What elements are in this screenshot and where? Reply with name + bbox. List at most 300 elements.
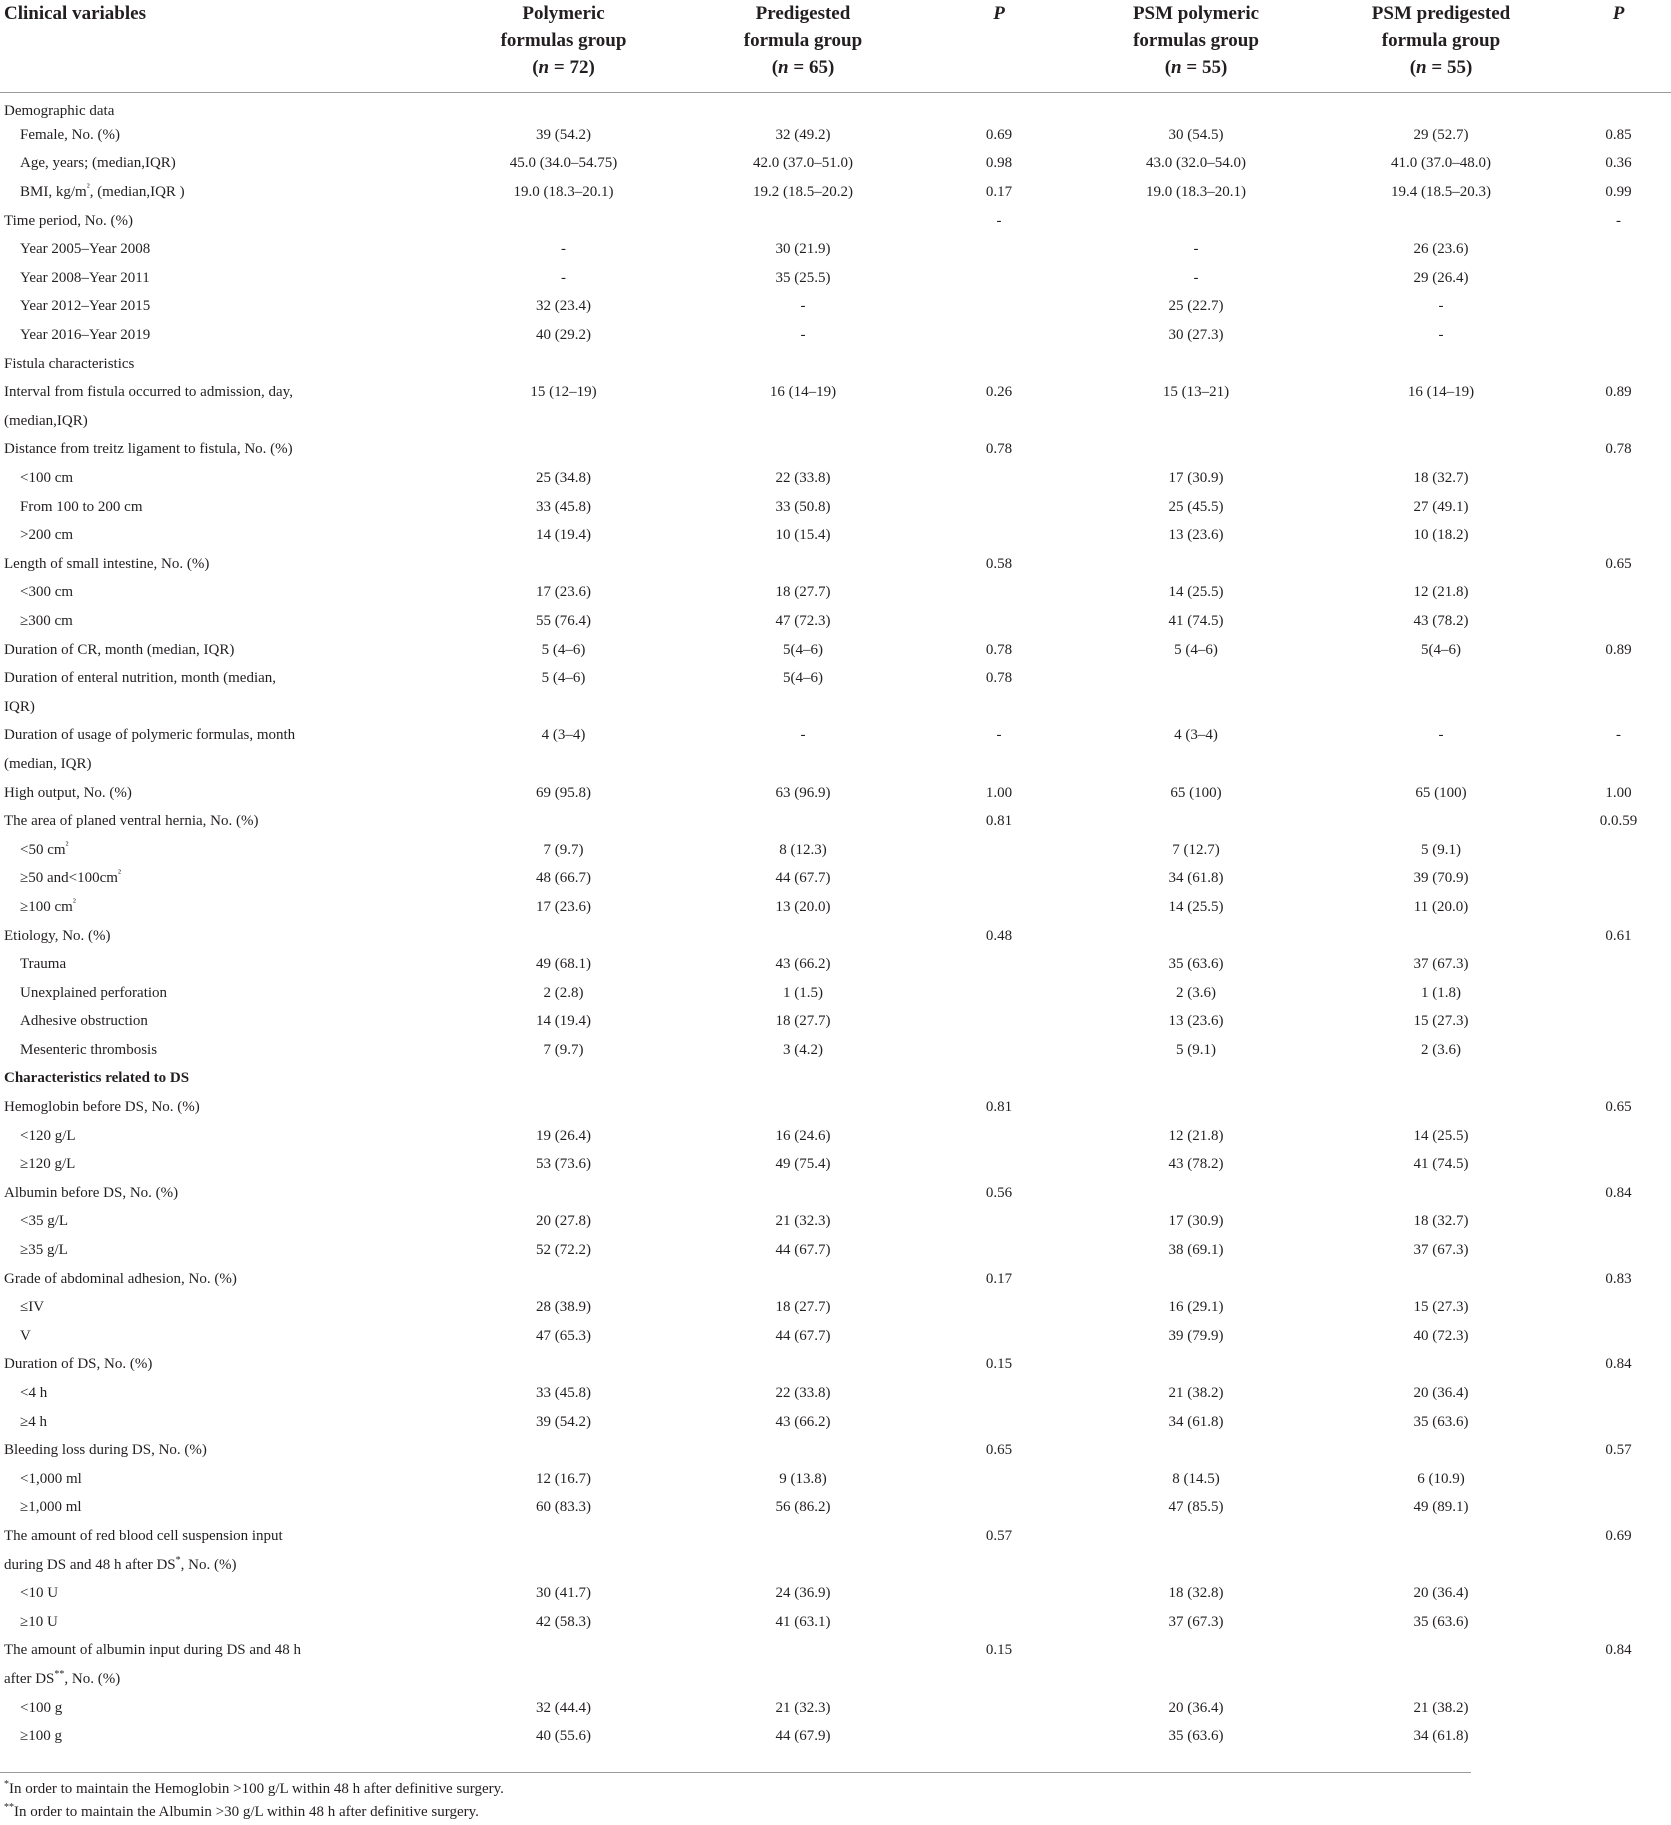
value-cell	[1316, 664, 1566, 693]
table-row	[0, 121, 1671, 150]
p-value-cell	[1566, 1208, 1671, 1237]
value-cell	[1316, 350, 1566, 379]
p-value-cell	[1566, 664, 1671, 693]
row-label: Adhesive obstruction	[20, 1013, 148, 1030]
value-cell: 7 (9.7)	[543, 841, 584, 858]
p-value-cell	[922, 521, 1076, 550]
value-cell: 15 (12–19)	[530, 384, 597, 401]
value-cell: 26 (23.6)	[1413, 241, 1469, 258]
value-cell	[1076, 1351, 1316, 1380]
value-cell	[1316, 1093, 1566, 1122]
p-value-cell	[922, 1694, 1076, 1723]
footnote-mark: **	[4, 1802, 14, 1813]
p-value-cell: 0.78	[985, 441, 1013, 458]
table-row	[0, 1179, 1671, 1208]
p-value-cell: 0.17	[985, 1270, 1013, 1287]
value-cell: 42 (58.3)	[536, 1613, 591, 1630]
value-cell	[1076, 922, 1316, 951]
row-label: The amount of albumin input during DS and 48 h	[4, 1642, 302, 1659]
table-row	[0, 207, 1671, 236]
value-cell: 40 (72.3)	[1413, 1327, 1469, 1344]
value-cell: 35 (63.6)	[1168, 1728, 1224, 1745]
p-value-cell	[1566, 607, 1671, 636]
value-cell: 43 (66.2)	[775, 956, 831, 973]
p-value-cell: 0.78	[1605, 441, 1632, 458]
value-cell	[1076, 807, 1316, 836]
value-cell: 2 (2.8)	[543, 984, 584, 1001]
table-row	[0, 1351, 1671, 1380]
table-row	[0, 293, 1671, 322]
p-value-cell	[922, 1150, 1076, 1179]
p-value-cell: 1.00	[1605, 784, 1632, 801]
table-footnotes	[4, 1778, 504, 1824]
value-cell: 9 (13.8)	[779, 1470, 827, 1487]
header-line: Polymeric	[522, 3, 605, 24]
p-value-cell	[922, 979, 1076, 1008]
value-cell: 41 (74.5)	[1413, 1156, 1469, 1173]
value-cell: 15 (27.3)	[1413, 1299, 1469, 1316]
p-value-cell	[1566, 579, 1671, 608]
value-cell: 8 (14.5)	[1172, 1470, 1220, 1487]
value-cell: 39 (54.2)	[536, 126, 591, 143]
value-cell	[1076, 1637, 1316, 1666]
value-cell	[1076, 664, 1316, 693]
header-p-value: P	[922, 0, 1076, 93]
p-value-cell	[922, 1008, 1076, 1037]
table-row	[0, 893, 1671, 922]
table-row	[0, 979, 1671, 1008]
value-cell: 7 (9.7)	[543, 1041, 584, 1058]
row-label: ≥50 $and<100cm^{^2}$	[20, 868, 121, 887]
value-cell: 32 (49.2)	[775, 126, 831, 143]
p-value-cell: -	[1616, 727, 1621, 744]
value-cell: 34 (61.8)	[1168, 1413, 1224, 1430]
value-cell: 40 (29.2)	[536, 327, 591, 344]
p-value-cell: 0.78	[985, 670, 1013, 687]
value-cell	[684, 436, 922, 465]
value-cell	[443, 1551, 684, 1580]
value-cell: 53 (73.6)	[536, 1156, 591, 1173]
table-row	[0, 807, 1671, 836]
value-cell: 18 (27.7)	[775, 1299, 831, 1316]
value-cell	[1076, 1093, 1316, 1122]
table-header	[0, 0, 1671, 93]
value-cell: 21 (38.2)	[1413, 1699, 1469, 1716]
p-value-cell	[922, 1722, 1076, 1751]
row-label: High output, No. (%)	[4, 784, 132, 801]
value-cell	[1316, 1065, 1566, 1094]
value-cell	[443, 1351, 684, 1380]
value-cell: 47 (65.3)	[536, 1327, 591, 1344]
p-value-cell: 0.65	[985, 1442, 1013, 1459]
value-cell: 17 (30.9)	[1168, 1213, 1224, 1230]
value-cell	[1316, 407, 1566, 436]
value-cell: 38 (69.1)	[1168, 1242, 1224, 1259]
p-value-cell	[1566, 1722, 1671, 1751]
p-value-cell	[1566, 1465, 1671, 1494]
header-line: formula group	[743, 30, 863, 51]
value-cell: 56 (86.2)	[775, 1499, 831, 1516]
value-cell: 34 (61.8)	[1413, 1728, 1469, 1745]
value-cell: 2 (3.6)	[1176, 984, 1216, 1001]
header-line: formulas group	[1133, 30, 1259, 51]
value-cell	[443, 1265, 684, 1294]
p-value-cell	[1566, 1665, 1671, 1694]
value-cell: 2 (3.6)	[1421, 1041, 1461, 1058]
value-cell	[1076, 436, 1316, 465]
p-value-cell	[922, 1293, 1076, 1322]
p-value-cell	[922, 1036, 1076, 1065]
row-label: Demographic data	[4, 102, 115, 119]
value-cell	[684, 922, 922, 951]
p-value-cell: 0.26	[985, 384, 1013, 401]
value-cell	[1316, 1351, 1566, 1380]
p-value-cell: 0.15	[985, 1356, 1013, 1373]
p-value-cell: 0.89	[1605, 641, 1632, 658]
value-cell: 11 (20.0)	[1413, 898, 1469, 915]
row-label: Duration of enteral nutrition, month (median,	[4, 670, 277, 687]
p-value-cell: 0.15	[985, 1642, 1013, 1659]
value-cell	[1316, 1637, 1566, 1666]
value-cell: 7 (12.7)	[1172, 841, 1220, 858]
p-value-cell: 0.65	[1605, 555, 1632, 572]
value-cell: -	[1193, 241, 1199, 258]
table-row	[0, 722, 1671, 751]
row-label: Female, No. (%)	[20, 126, 120, 143]
p-value-cell	[1566, 1579, 1671, 1608]
row-label: ≥35 g/L	[20, 1242, 68, 1259]
value-cell: 18 (27.7)	[775, 584, 831, 601]
value-cell: 35 (25.5)	[775, 269, 831, 286]
value-cell: 14 (25.5)	[1413, 1127, 1469, 1144]
value-cell: 18 (32.7)	[1413, 470, 1469, 487]
value-cell: 21 (32.3)	[775, 1213, 831, 1230]
p-value-cell: 0.65	[1605, 1099, 1632, 1116]
row-label: Unexplained perforation	[20, 984, 168, 1001]
row-label: Bleeding loss during DS, No. (%)	[4, 1442, 207, 1459]
value-cell: 20 (36.4)	[1168, 1699, 1224, 1716]
value-cell	[684, 1637, 922, 1666]
value-cell: 27 (49.1)	[1413, 498, 1469, 515]
p-value-cell	[922, 1236, 1076, 1265]
value-cell	[1076, 750, 1316, 779]
p-value-cell	[1566, 893, 1671, 922]
value-cell	[684, 1179, 922, 1208]
value-cell: 43 (66.2)	[775, 1413, 831, 1430]
table-row	[0, 693, 1671, 722]
row-label: Year 2016–Year 2019	[20, 327, 151, 344]
p-value-cell	[1566, 235, 1671, 264]
p-value-cell	[1566, 750, 1671, 779]
value-cell: 14 (25.5)	[1168, 584, 1224, 601]
value-cell	[443, 207, 684, 236]
footnote-text: In order to maintain the Hemoglobin >100 g/L within 48 h after definitive surgery.	[9, 1781, 504, 1797]
value-cell	[1316, 1522, 1566, 1551]
row-label: <120 g/L	[20, 1127, 76, 1144]
row-label: (median,IQR)	[4, 412, 88, 429]
table-row	[0, 1065, 1671, 1094]
header-psm-p-value: P	[1566, 0, 1671, 93]
p-value-cell	[1566, 979, 1671, 1008]
value-cell	[684, 807, 922, 836]
value-cell: 43 (78.2)	[1168, 1156, 1224, 1173]
table-row	[0, 93, 1671, 122]
value-cell	[1316, 550, 1566, 579]
value-cell: 48 (66.7)	[536, 870, 591, 887]
value-cell: 14 (25.5)	[1168, 898, 1224, 915]
value-cell	[443, 750, 684, 779]
value-cell	[1076, 93, 1316, 122]
table-row	[0, 1494, 1671, 1523]
table-row	[0, 1150, 1671, 1179]
p-value-cell: 0.84	[1605, 1642, 1632, 1659]
p-value-cell	[1566, 93, 1671, 122]
value-cell: 5 (9.1)	[1176, 1041, 1216, 1058]
table-row	[0, 1694, 1671, 1723]
row-label: Year 2005–Year 2008	[20, 241, 151, 258]
header-psm-polymeric-group	[1076, 0, 1316, 93]
table-row	[0, 1208, 1671, 1237]
value-cell: 65 (100)	[1415, 784, 1467, 801]
row-label: The amount of red blood cell suspension input	[4, 1527, 283, 1544]
value-cell: 44 (67.7)	[775, 870, 831, 887]
p-value-cell	[922, 1665, 1076, 1694]
row-label: <1,000 ml	[20, 1470, 82, 1487]
p-value-cell: 0.57	[1605, 1442, 1632, 1459]
value-cell: 65 (100)	[1170, 784, 1222, 801]
value-cell: 13 (23.6)	[1168, 1013, 1224, 1030]
p-value-cell: 0.56	[985, 1184, 1013, 1201]
value-cell: 18 (32.8)	[1168, 1585, 1224, 1602]
value-cell: 17 (30.9)	[1168, 470, 1224, 487]
p-value-cell: 0.36	[1605, 155, 1632, 172]
value-cell: -	[1193, 269, 1199, 286]
p-value-cell	[1566, 865, 1671, 894]
value-cell: 44 (67.7)	[775, 1242, 831, 1259]
row-label: <100 g	[20, 1699, 63, 1716]
table-row	[0, 836, 1671, 865]
p-value-cell	[1566, 1236, 1671, 1265]
value-cell: 30 (54.5)	[1168, 126, 1224, 143]
row-label: <10 U	[20, 1585, 59, 1602]
value-cell: 43 (78.2)	[1413, 612, 1469, 629]
value-cell: 37 (67.3)	[1413, 1242, 1469, 1259]
value-cell	[1316, 807, 1566, 836]
header-line: formula group	[1381, 30, 1501, 51]
row-label: Interval from fistula occurred to admission, day,	[4, 384, 293, 401]
row-label: Mesenteric thrombosis	[20, 1041, 158, 1058]
table-row	[0, 1379, 1671, 1408]
footnote-text: In order to maintain the Albumin >30 g/L within 48 h after definitive surgery.	[14, 1804, 479, 1820]
value-cell: 49 (89.1)	[1413, 1499, 1469, 1516]
value-cell: 14 (19.4)	[536, 1013, 591, 1030]
header-line: PSM predigested	[1371, 3, 1511, 24]
p-value-cell	[922, 607, 1076, 636]
value-cell: -	[1438, 298, 1444, 315]
value-cell: 35 (63.6)	[1413, 1613, 1469, 1630]
value-cell: 39 (70.9)	[1413, 870, 1469, 887]
value-cell: -	[561, 269, 566, 286]
value-cell: 16 (14–19)	[1407, 384, 1475, 401]
table-row	[0, 150, 1671, 179]
p-value-cell	[1566, 1122, 1671, 1151]
header-n: (n = 72)	[532, 57, 595, 78]
value-cell	[443, 693, 684, 722]
value-cell: -	[561, 241, 566, 258]
value-cell	[1316, 207, 1566, 236]
value-cell: -	[800, 727, 806, 744]
row-label: Etiology, No. (%)	[4, 927, 111, 944]
value-cell	[684, 1265, 922, 1294]
table-body	[0, 93, 1671, 1751]
table-row	[0, 436, 1671, 465]
p-value-cell	[1566, 1551, 1671, 1580]
table-row	[0, 1236, 1671, 1265]
table-row	[0, 1522, 1671, 1551]
footnote-mark: *	[4, 1779, 9, 1790]
p-value-cell	[1566, 321, 1671, 350]
value-cell: 19.0 (18.3–20.1)	[1146, 184, 1246, 201]
table-row	[0, 521, 1671, 550]
value-cell: 22 (33.8)	[775, 470, 831, 487]
p-value-cell: 0.61	[1605, 927, 1632, 944]
value-cell	[1316, 93, 1566, 122]
value-cell	[443, 350, 684, 379]
header-psm-predigested-group	[1316, 0, 1566, 93]
table-row	[0, 1579, 1671, 1608]
value-cell	[443, 93, 684, 122]
value-cell	[443, 550, 684, 579]
p-value-cell	[922, 264, 1076, 293]
p-value-cell	[922, 1579, 1076, 1608]
value-cell: 5(4–6)	[783, 670, 823, 687]
row-label: ≥100 g	[20, 1728, 62, 1745]
value-cell: 10 (15.4)	[775, 527, 831, 544]
header-polymeric-group	[443, 0, 684, 93]
value-cell: 13 (20.0)	[775, 898, 831, 915]
header-line: PSM polymeric	[1132, 3, 1260, 24]
table-row	[0, 1008, 1671, 1037]
value-cell: 21 (38.2)	[1168, 1385, 1224, 1402]
value-cell: 41.0 (37.0–48.0)	[1391, 155, 1491, 172]
p-value-cell	[1566, 1408, 1671, 1437]
value-cell: 17 (23.6)	[536, 898, 591, 915]
value-cell	[684, 1522, 922, 1551]
row-label: Fistula characteristics	[4, 355, 135, 372]
row-label: Age, years; (median,IQR)	[20, 155, 176, 172]
value-cell	[1316, 693, 1566, 722]
row-label: ≥4 h	[20, 1413, 47, 1430]
row-label: ≥300 cm	[20, 612, 73, 629]
p-value-cell	[922, 1122, 1076, 1151]
p-value-cell: 0.58	[985, 555, 1013, 572]
value-cell: 41 (63.1)	[775, 1613, 831, 1630]
table-row	[0, 950, 1671, 979]
value-cell	[1316, 1436, 1566, 1465]
value-cell: 17 (23.6)	[536, 584, 591, 601]
value-cell: 4 (3–4)	[541, 727, 586, 744]
table-row	[0, 1093, 1671, 1122]
p-value-cell	[922, 464, 1076, 493]
value-cell: 15 (13–21)	[1162, 384, 1230, 401]
header-n: (n = 55)	[1409, 57, 1473, 78]
p-value-cell	[922, 1322, 1076, 1351]
p-value-cell	[922, 893, 1076, 922]
value-cell: 30 (21.9)	[775, 241, 831, 258]
p-value-cell: 0.81	[985, 813, 1013, 830]
p-value-cell	[1566, 1150, 1671, 1179]
table-bottom-rule	[0, 1772, 1471, 1773]
p-value-cell	[922, 1608, 1076, 1637]
p-value-cell: 0.98	[985, 155, 1013, 172]
header-line: formulas group	[500, 30, 627, 51]
value-cell	[443, 407, 684, 436]
value-cell: 35 (63.6)	[1168, 956, 1224, 973]
row-label: Distance from treitz ligament to fistula, No. (%)	[4, 441, 293, 458]
p-value-cell	[922, 1494, 1076, 1523]
table-row	[0, 664, 1671, 693]
value-cell	[1316, 1551, 1566, 1580]
table-row	[0, 407, 1671, 436]
value-cell: 47 (72.3)	[775, 612, 831, 629]
value-cell: 32 (44.4)	[536, 1699, 591, 1716]
value-cell: 5 (4–6)	[541, 670, 586, 687]
p-value-cell	[1566, 521, 1671, 550]
value-cell	[1076, 1265, 1316, 1294]
value-cell: 33 (50.8)	[775, 498, 831, 515]
p-value-cell	[922, 1065, 1076, 1094]
value-cell	[684, 1436, 922, 1465]
value-cell: 39 (54.2)	[536, 1413, 591, 1430]
p-value-cell	[1566, 950, 1671, 979]
value-cell: 47 (85.5)	[1168, 1499, 1224, 1516]
value-cell: -	[1438, 727, 1444, 744]
p-value-cell	[922, 836, 1076, 865]
value-cell: 10 (18.2)	[1413, 527, 1469, 544]
value-cell: 39 (79.9)	[1168, 1327, 1224, 1344]
value-cell	[443, 922, 684, 951]
row-label: >200 cm	[20, 527, 74, 544]
table-row	[0, 321, 1671, 350]
p-value-cell: 0.99	[1605, 184, 1632, 201]
value-cell: 18 (27.7)	[775, 1013, 831, 1030]
value-cell: 19.4 (18.5–20.3)	[1391, 184, 1491, 201]
table-row	[0, 493, 1671, 522]
value-cell: 19.0 (18.3–20.1)	[513, 184, 614, 201]
row-label: <50 $cm^{^2}$	[20, 839, 69, 858]
value-cell	[443, 1179, 684, 1208]
row-label: ≤IV	[20, 1299, 45, 1316]
value-cell	[443, 1665, 684, 1694]
value-cell: 1 (1.5)	[783, 984, 823, 1001]
value-cell	[443, 1436, 684, 1465]
p-value-cell: 0.85	[1605, 126, 1632, 143]
value-cell: 12 (16.7)	[536, 1470, 591, 1487]
value-cell	[443, 436, 684, 465]
table-row	[0, 264, 1671, 293]
p-value-cell	[1566, 407, 1671, 436]
value-cell: 19 (26.4)	[536, 1127, 591, 1144]
value-cell	[684, 1351, 922, 1380]
p-value-cell	[1566, 1494, 1671, 1523]
value-cell	[1076, 693, 1316, 722]
value-cell: 20 (36.4)	[1413, 1385, 1469, 1402]
value-cell: 40 (55.6)	[536, 1728, 591, 1745]
p-value-cell	[922, 1208, 1076, 1237]
value-cell: 63 (96.9)	[775, 784, 831, 801]
value-cell	[443, 1637, 684, 1666]
p-value-cell	[1566, 1608, 1671, 1637]
